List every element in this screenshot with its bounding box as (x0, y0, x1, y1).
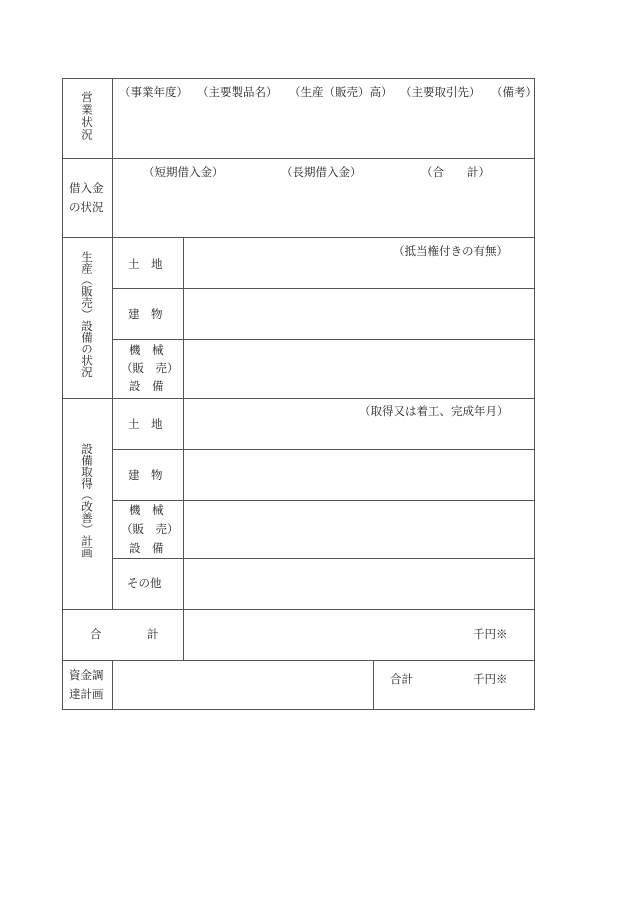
divider (183, 237, 184, 398)
funding-label-line2: 達計画 (69, 687, 104, 701)
total-label-b: 計 (147, 627, 159, 641)
facilities-machine-line1: 機 械 (129, 343, 164, 357)
divider (112, 158, 113, 237)
business-status-form (62, 78, 535, 710)
col-short-term-loans: （短期借入金） (143, 165, 224, 179)
facilities-mortgage-note: （抵当権付きの有無） (393, 244, 508, 258)
divider (112, 339, 534, 340)
facilities-label: 生産︵販売︶設備の状況 (80, 251, 94, 378)
facilities-machine-line2: （販 売） (121, 361, 179, 375)
divider (112, 660, 113, 710)
divider (63, 398, 534, 399)
col-main-products: （主要製品名） (197, 85, 278, 99)
divider (63, 158, 534, 159)
acquisition-machine-line3: 設 備 (129, 541, 164, 555)
acquisition-machine-line2: （販 売） (121, 522, 179, 536)
facilities-building-label: 建 物 (128, 307, 163, 321)
facilities-machine-line3: 設 備 (129, 379, 164, 393)
divider (112, 558, 534, 559)
acquisition-building-label: 建 物 (128, 468, 163, 482)
borrowings-label-line2: の状況 (69, 200, 104, 214)
divider (112, 500, 534, 501)
divider (112, 237, 113, 398)
col-loans-total: （合 計） (421, 165, 490, 179)
operations-label: 営業状況 (80, 91, 94, 141)
borrowings-label-line1: 借入金 (69, 181, 104, 195)
acquisition-land-label: 土 地 (128, 417, 163, 431)
acquisition-machine-line1: 機 械 (129, 503, 164, 517)
divider (112, 398, 113, 609)
col-production-sales: （生産（販売）高） (289, 85, 393, 99)
divider (63, 237, 534, 238)
col-main-clients: （主要取引先） (400, 85, 481, 99)
divider (112, 288, 534, 289)
acquisition-date-note: （取得又は着工、完成年月） (359, 404, 509, 418)
funding-total-label: 合計 (390, 672, 413, 686)
funding-unit: 千円※ (473, 672, 508, 686)
divider (63, 660, 534, 661)
divider (373, 660, 374, 710)
divider (183, 398, 184, 609)
funding-label-line1: 資金調 (69, 668, 104, 682)
acquisition-other-label: その他 (127, 576, 162, 590)
col-fiscal-year: （事業年度） (119, 85, 188, 99)
acquisition-label: 設備取得︵改善︶計画 (80, 443, 94, 558)
divider (112, 449, 534, 450)
divider (183, 609, 184, 660)
col-remarks: （備考） (491, 85, 537, 99)
col-long-term-loans: （長期借入金） (281, 165, 362, 179)
divider (63, 609, 534, 610)
total-unit: 千円※ (473, 627, 508, 641)
total-label-a: 合 (90, 627, 102, 641)
divider (112, 79, 113, 158)
facilities-land-label: 土 地 (128, 257, 163, 271)
